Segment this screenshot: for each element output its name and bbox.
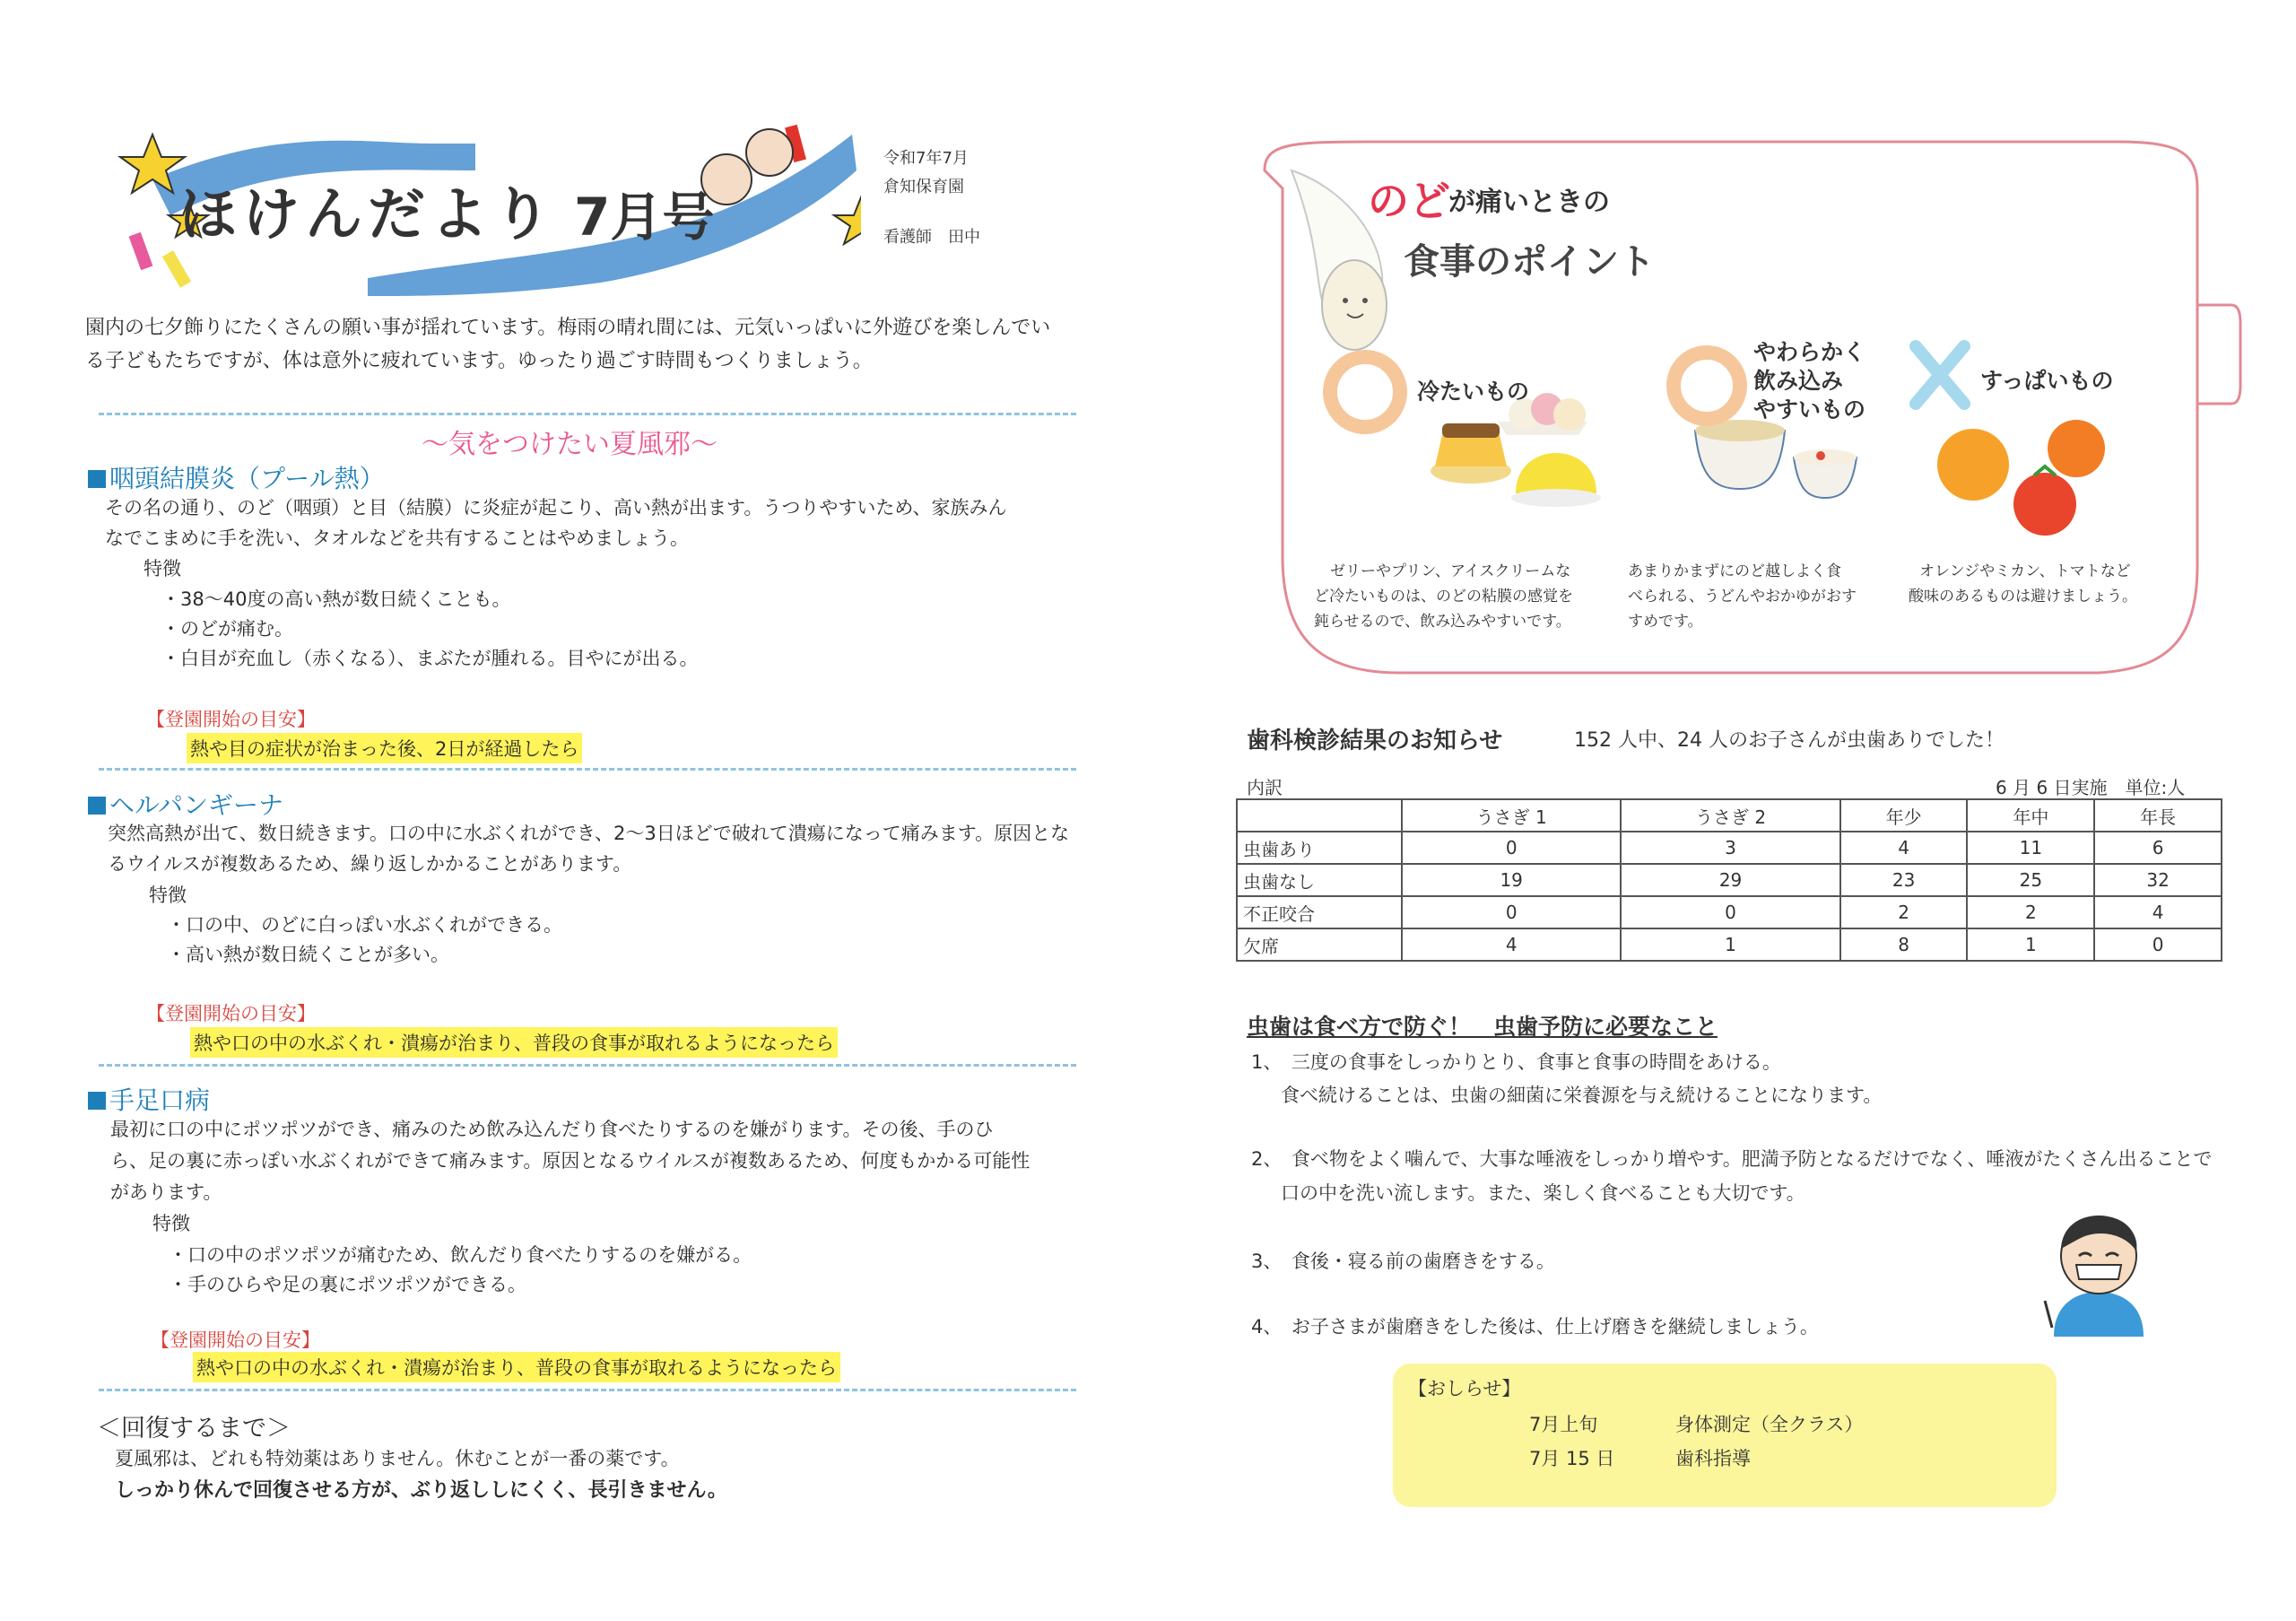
table-cell: 3 [1621,832,1839,864]
disease-desc: があります。 [110,1181,222,1203]
notice-event: 歯科指導 [1675,1448,1751,1469]
throat-title-b: が痛いときの [1448,187,1610,218]
table-cell: 25 [1967,864,2094,896]
row-label: 虫歯なし [1237,864,1402,896]
table-cell: 0 [1402,896,1621,928]
prevention-item: 1、 三度の食事をしっかりとり、食事と食事の時間をあける。 [1251,1051,1781,1073]
prevention-item: 4、 お子さまが歯磨きをした後は、仕上げ磨きを継続しましょう。 [1251,1316,1819,1338]
newsletter-title: ほけんだより [179,182,556,248]
boy-brushing-teeth-illustration [2036,1202,2161,1346]
feature-label: 特徴 [144,558,181,580]
cross-mark-icon [1909,339,1971,411]
return-text: 熱や口の中の水ぶくれ・潰瘍が治まり、普段の食事が取れるようになったら [190,1027,838,1058]
throat-caption: あまりかまずにのど越しよく食 [1628,562,1841,580]
dental-results-table [1236,798,2222,962]
throat-item-label: 飲み込み [1753,368,1844,394]
throat-caption: ゼリーやプリン、アイスクリームな [1330,562,1571,580]
column-header: 年少 [1840,799,1968,832]
throat-item-label: 冷たいもの [1417,379,1530,405]
feature-item: ・38～40度の高い熱が数日続くことも。 [161,588,511,610]
feature-label: 特徴 [152,1213,190,1234]
divider [99,1389,1076,1391]
dental-title: 歯科検診結果のお知らせ [1247,728,1503,754]
intro-line: 園内の七夕飾りにたくさんの願い事が揺れています。梅雨の晴れ間には、元気いっぱいに外遊びを楽しんでい [85,317,1051,339]
table-cell: 2 [1967,896,2094,928]
feature-item: ・手のひらや足の裏にポツポツができる。 [169,1274,526,1295]
table-cell: 19 [1402,864,1621,896]
return-label: 【登園開始の目安】 [146,709,316,730]
table-cell: 11 [1967,832,2094,864]
prevention-title: 虫歯は食べ方で防ぐ！ 虫歯予防に必要なこと [1247,1014,1718,1040]
prevention-item: 食べ続けることは、虫歯の細菌に栄養源を与え続けることになります。 [1281,1085,1883,1106]
table-row [1237,896,2222,928]
throat-caption: ど冷たいものは、のどの粘膜の感覚を [1314,588,1573,606]
divider [99,1064,1076,1067]
table-cell: 4 [2094,896,2222,928]
disease-heading: 咽頭結膜炎（プール熱） [88,459,385,495]
disease-desc: 最初に口の中にポツポツができ、痛みのため飲み込んだり食べたりするのを嫌がります。その後、手のひ [110,1119,994,1140]
throat-item-label: やわらかく [1753,339,1866,365]
throat-item-label: すっぱいもの [1980,368,2114,394]
table-cell: 6 [2094,832,2222,864]
disease-desc: その名の通り、のど（咽頭）と目（結膜）に炎症が起こり、高い熱が出ます。うつりやすいため、家族みん [105,497,1007,519]
disease-heading: 手足口病 [88,1081,210,1117]
recovery-line: しっかり休んで回復させる方が、ぶり返ししにくく、長引きません。 [115,1479,727,1502]
row-label: 欠席 [1237,928,1402,961]
table-row [1237,928,2222,961]
notice-box [1393,1364,2057,1507]
column-header: 年中 [1967,799,2094,832]
date-unit-label: 6 月 6 日実施 単位:人 [1996,777,2186,798]
throat-caption: すめです。 [1628,613,1703,631]
notice-date: 7月上旬 [1529,1414,1598,1435]
feature-item: ・高い熱が数日続くことが多い。 [167,944,449,965]
divider [99,768,1076,771]
disease-desc: るウイルスが複数あるため、繰り返しかかることがあります。 [108,853,632,875]
prevention-item: 口の中を洗い流します。また、楽しく食べることも大切です。 [1281,1182,1805,1204]
table-cell: 2 [1840,896,1968,928]
feature-item: ・のどが痛む。 [161,618,293,640]
return-text: 熱や口の中の水ぶくれ・潰瘍が治まり、普段の食事が取れるようになったら [193,1352,840,1382]
table-cell: 32 [2094,864,2222,896]
throat-caption: 酸味のあるものは避けましょう。 [1909,588,2137,606]
table-cell: 0 [2094,928,2222,961]
prevention-item: 3、 食後・寝る前の歯磨きをする。 [1251,1251,1555,1272]
square-bullet-icon [88,797,106,815]
disease-desc: 突然高熱が出て、数日続きます。口の中に水ぶくれができ、2～3日ほどで破れて潰瘍になって痛みます。原因とな [108,823,1070,844]
issue-label: 7月号 [574,187,715,248]
table-cell: 1 [1621,928,1839,961]
column-header: うさぎ 2 [1621,799,1839,832]
feature-item: ・白目が充血し（赤くなる）、まぶたが腫れる。目やにが出る。 [161,648,699,669]
table-cell: 29 [1621,864,1839,896]
table-cell: 1 [1967,928,2094,961]
recovery-title: ＜回復するまで＞ [97,1415,291,1442]
table-row [1237,864,2222,896]
circle-mark-icon [1666,345,1747,426]
author-name: 看護師 田中 [883,228,980,247]
table-cell: 8 [1840,928,1968,961]
return-label: 【登園開始の目安】 [146,1003,316,1024]
row-label: 不正咬合 [1237,896,1402,928]
return-label: 【登園開始の目安】 [151,1329,320,1351]
table-cell: 4 [1840,832,1968,864]
table-cell: 23 [1840,864,1968,896]
divider [99,413,1076,415]
column-header: 年長 [2094,799,2222,832]
throat-caption: オレンジやミカン、トマトなど [1919,562,2131,580]
disease-desc: ら、足の裏に赤っぽい水ぶくれができて痛みます。原因となるウイルスが複数あるため、何度もかかる可能性 [110,1150,1031,1172]
school-name: 倉知保育園 [883,178,964,196]
return-text: 熱や目の症状が治まった後、2日が経過したら [187,733,582,763]
notice-date: 7月 15 日 [1529,1448,1615,1469]
breakdown-label: 内訳 [1247,777,1283,798]
feature-label: 特徴 [149,885,187,906]
throat-item-label: やすいもの [1753,397,1866,423]
recovery-line: 夏風邪は、どれも特効薬はありません。休むことが一番の薬です。 [115,1448,680,1469]
notice-title: 【おしらせ】 [1408,1378,1521,1399]
square-bullet-icon [88,470,106,488]
column-header [1237,799,1402,832]
table-cell: 4 [1402,928,1621,961]
throat-title-a: のど [1368,177,1450,225]
table-row [1237,832,2222,864]
table-cell: 0 [1402,832,1621,864]
square-bullet-icon [88,1092,106,1110]
dental-summary: 152 人中、24 人のお子さんが虫歯ありでした！ [1574,729,2005,752]
disease-heading: ヘルパンギーナ [88,786,283,822]
throat-caption: 鈍らせるので、飲み込みやすいです。 [1314,613,1571,631]
section-title: ～気をつけたい夏風邪～ [422,429,718,460]
throat-title-c: 食事のポイント [1404,241,1655,283]
disease-desc: なでこまめに手を洗い、タオルなどを共有することはやめましょう。 [105,527,689,549]
table-header-row [1237,799,2222,832]
intro-line: る子どもたちですが、体は意外に疲れています。ゆったり過ごす時間もつくりましょう。 [85,350,873,372]
notice-event: 身体測定（全クラス） [1675,1414,1864,1435]
circle-mark-icon [1323,350,1407,434]
throat-caption: べられる、うどんやおかゆがおす [1628,588,1857,606]
feature-item: ・口の中、のどに白っぽい水ぶくれができる。 [167,914,562,936]
issue-date: 令和7年7月 [883,149,969,168]
row-label: 虫歯あり [1237,832,1402,864]
table-cell: 0 [1621,896,1839,928]
feature-item: ・口の中のポツポツが痛むため、飲んだり食べたりするのを嫌がる。 [169,1244,752,1266]
prevention-item: 2、 食べ物をよく噛んで、大事な唾液をしっかり増やす。肥満予防となるだけでなく、唾液がたくさん出ることで [1251,1148,2213,1170]
column-header: うさぎ 1 [1402,799,1621,832]
